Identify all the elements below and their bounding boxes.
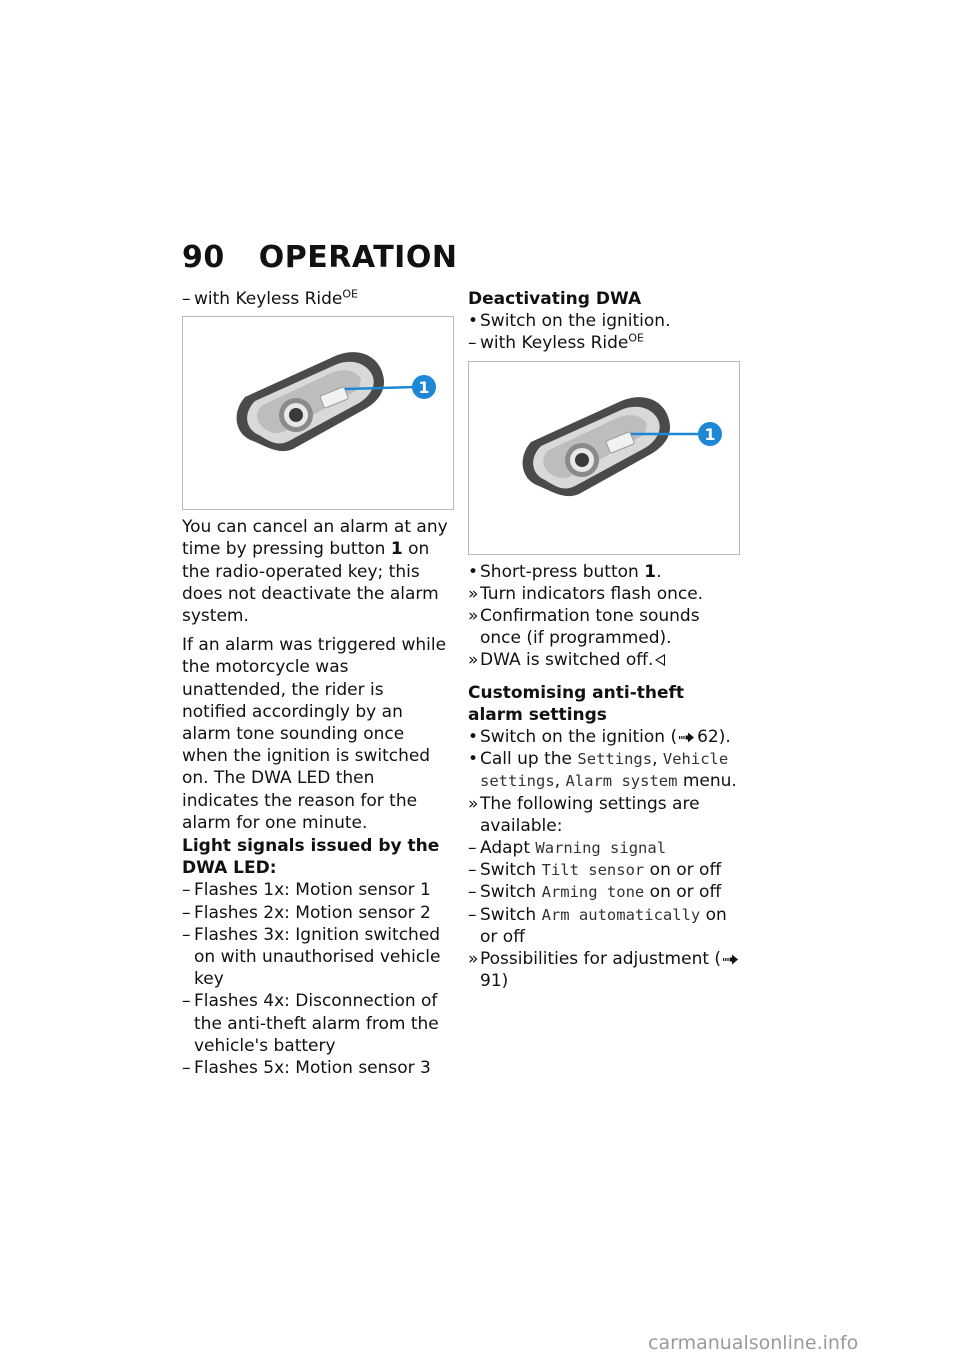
menu-vehicle-settings: Vehicle settings	[480, 750, 729, 791]
list-item: • Switch on the ignition.	[468, 311, 671, 332]
page-ref-arrow-icon	[679, 732, 694, 743]
section-title: OPERATION	[258, 240, 458, 275]
variant-label: – with Keyless Ride$^{OE}$	[182, 287, 358, 309]
page-ref[interactable]: 91	[480, 971, 502, 992]
list-item: – Switch Arm automatically on or off	[468, 904, 727, 947]
list-item: – Adapt Warning signal	[468, 838, 667, 859]
callout-number: 1	[704, 424, 716, 444]
customising-heading: Customising anti-theft alarm settings	[468, 682, 685, 725]
list-item: • Short-press button 1.	[468, 561, 662, 582]
left-column	[182, 288, 452, 1079]
radio-key-figure	[182, 316, 454, 510]
list-item: » Confirmation tone sounds once (if programmed).	[468, 606, 700, 649]
list-item: » The following settings are available:	[468, 793, 700, 836]
list-item: – Flashes 1x: Motion sensor 1	[182, 880, 431, 901]
list-item: – Switch Arming tone on or off	[468, 882, 722, 903]
page-header	[182, 240, 457, 275]
variant-label: – with Keyless Ride$^{OE}$	[468, 331, 644, 354]
key-fob-illustration	[523, 397, 670, 496]
list-item: • Switch on the ignition ( 62).	[468, 727, 731, 748]
right-column	[468, 288, 743, 992]
menu-alarm-system: Alarm system	[565, 772, 678, 791]
page-number: 90	[182, 240, 225, 275]
list-item: – Flashes 5x: Motion sensor 3	[182, 1058, 431, 1079]
list-item: – Flashes 2x: Motion sensor 2	[182, 902, 431, 923]
callout-number: 1	[418, 378, 430, 398]
section-end-icon	[655, 654, 665, 666]
oe-superscript: OE	[628, 331, 644, 345]
cancel-alarm-paragraph: You can cancel an alarm at any time by pressing button 1 on the radio-operated key; this does not deactivate the alarm system.	[182, 517, 448, 627]
key-fob-illustration	[237, 352, 384, 451]
list-item: » Turn indicators flash once.	[468, 583, 704, 604]
oe-superscript: OE	[342, 287, 358, 301]
page-ref[interactable]: 62	[697, 727, 719, 748]
list-item: • Call up the Settings, Vehicle settings, Alarm system menu.	[468, 749, 737, 792]
page-ref-arrow-icon	[723, 954, 738, 965]
light-signals-list	[182, 879, 452, 1079]
list-item: – Flashes 3x: Ignition switched on with unauthorised vehicle key	[182, 924, 441, 990]
light-signals-heading: Light signals issued by the DWA LED:	[182, 836, 440, 879]
list-item: » DWA is switched off.	[468, 649, 743, 671]
alarm-notification-paragraph: If an alarm was triggered while the motorcycle was unattended, the rider is notified accordingly by an alarm tone sounding once when the ignition is switched on. The DWA LED then indicates the reason for the alarm for one minute.	[182, 635, 447, 833]
list-item: » Possibilities for adjustment (91)	[468, 948, 743, 992]
deactivate-heading: Deactivating DWA	[468, 289, 642, 309]
button-ref: 1	[390, 539, 403, 560]
menu-settings: Settings	[577, 750, 653, 769]
radio-key-figure	[468, 361, 740, 555]
list-item: – Flashes 4x: Disconnection of the anti-theft alarm from the vehicle's battery	[182, 991, 439, 1056]
button-ref: 1	[644, 561, 657, 582]
list-item: – Switch Tilt sensor on or off	[468, 860, 722, 881]
watermark: carmanualsonline.info	[648, 1332, 859, 1354]
